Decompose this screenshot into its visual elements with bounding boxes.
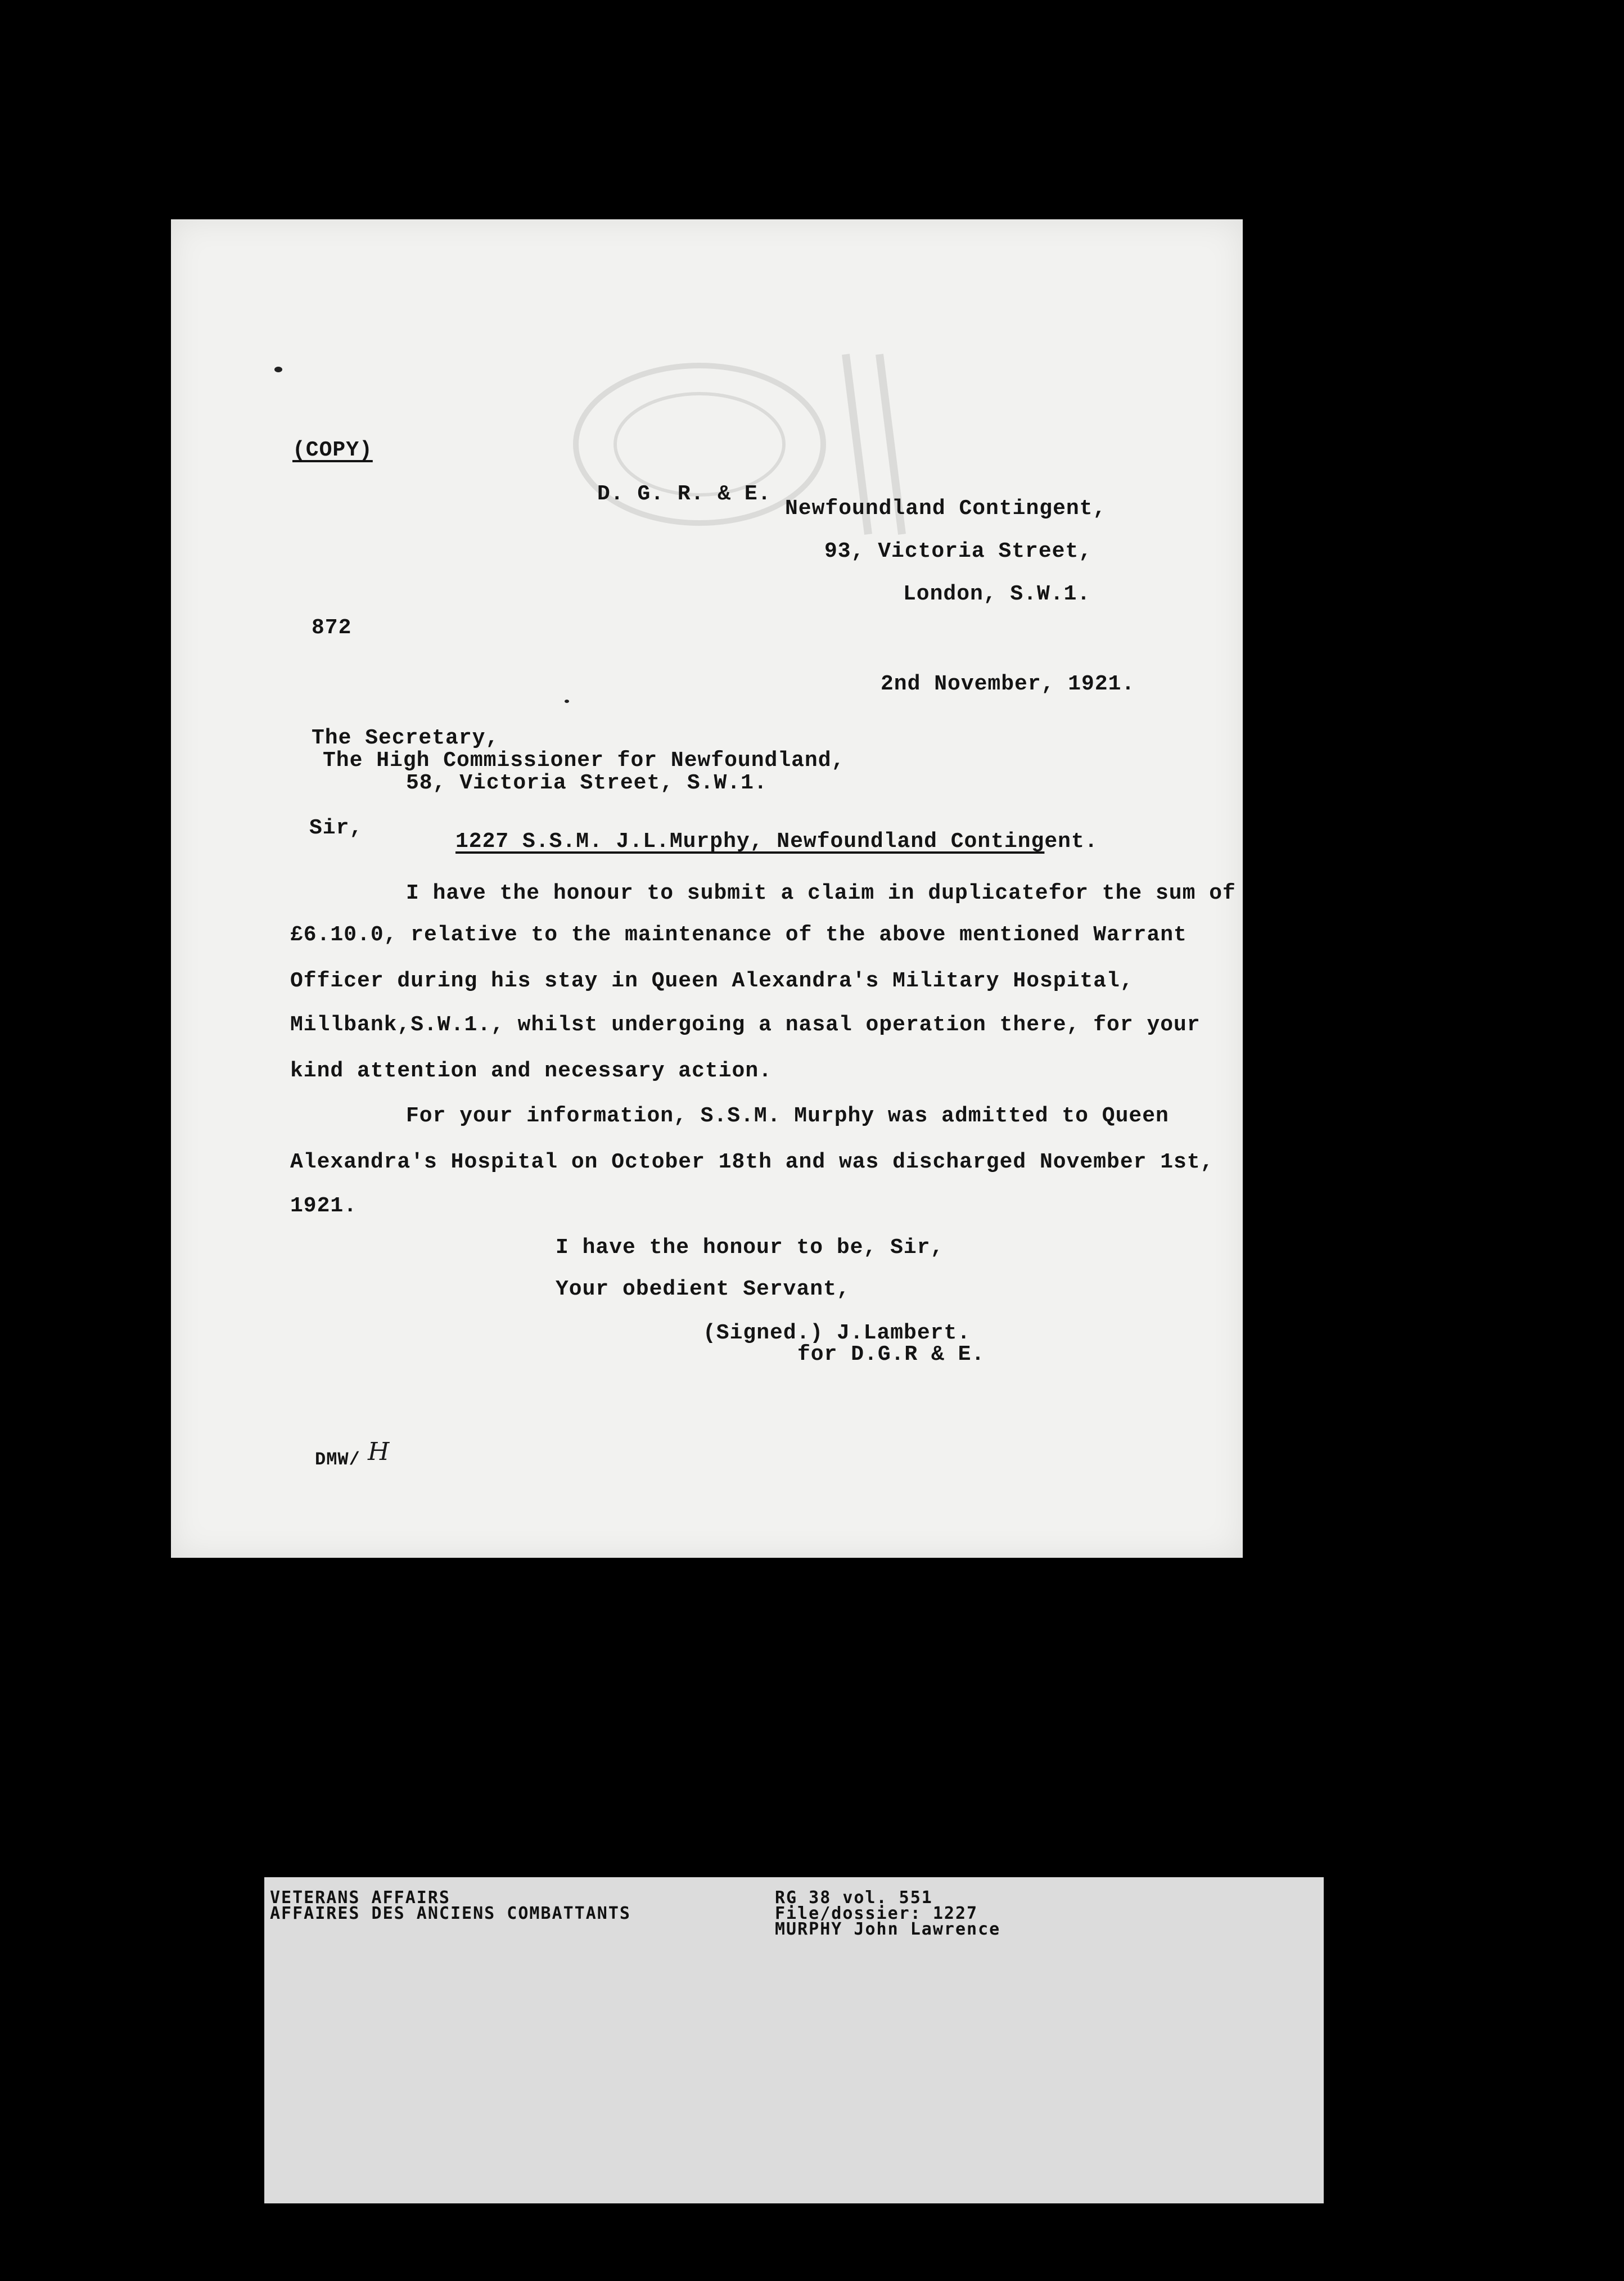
body-line: For your information, S.S.M. Murphy was admitted to Queen — [406, 1104, 1169, 1128]
body-line: Alexandra's Hospital on October 18th and was discharged November 1st, — [290, 1150, 1214, 1174]
reference-number: 872 — [312, 616, 352, 640]
recipient-line: 58, Victoria Street, S.W.1. — [406, 771, 768, 795]
salutation: Sir, — [309, 816, 363, 840]
copy-mark: (COPY) — [292, 438, 373, 462]
scan-speck — [565, 700, 569, 703]
address-line: London, S.W.1. — [903, 582, 1091, 606]
archive-label — [264, 1877, 1324, 2203]
body-line: Millbank,S.W.1., whilst undergoing a nasal operation there, for your — [290, 1013, 1201, 1037]
body-line: kind attention and necessary action. — [290, 1059, 772, 1083]
label-left-line: AFFAIRES DES ANCIENS COMBATTANTS — [270, 1904, 631, 1923]
sender-line: D. G. R. & E. — [597, 482, 772, 506]
signature-for: for D.G.R & E. — [797, 1342, 985, 1367]
signature-line: (Signed.) J.Lambert. — [703, 1321, 971, 1345]
body-line: 1921. — [290, 1194, 358, 1218]
body-line: I have the honour to submit a claim in duplicatefor the sum of — [406, 881, 1236, 905]
label-right-line: RG 38 vol. 551 — [775, 1888, 933, 1908]
recipient-line: The High Commissioner for Newfoundland, — [323, 749, 845, 773]
typist-initials: DMW/ — [315, 1449, 360, 1470]
label-left-line: VETERANS AFFAIRS — [270, 1888, 450, 1908]
closing-line: I have the honour to be, Sir, — [556, 1236, 944, 1260]
letter-date: 2nd November, 1921. — [881, 672, 1135, 696]
subject-tail: ent. — [1044, 830, 1098, 854]
address-line: 93, Victoria Street, — [824, 539, 1093, 564]
handwritten-initial: H — [368, 1437, 390, 1466]
closing-line: Your obedient Servant, — [556, 1277, 850, 1301]
address-line: Newfoundland Contingent, — [785, 497, 1107, 521]
scan-speck — [274, 367, 282, 372]
label-right-line: File/dossier: 1227 — [775, 1904, 978, 1923]
label-right-line: MURPHY John Lawrence — [775, 1919, 1001, 1939]
recipient-line: The Secretary, — [312, 726, 499, 750]
letter-page — [171, 219, 1243, 1558]
body-line: Officer during his stay in Queen Alexandra's Military Hospital, — [290, 969, 1134, 993]
crown-watermark — [531, 332, 924, 557]
subject-line — [455, 831, 1098, 853]
body-line: £6.10.0, relative to the maintenance of the above mentioned Warrant — [290, 923, 1187, 947]
subject-underlined: 1227 S.S.M. J.L.Murphy, Newfoundland Conting — [455, 830, 1045, 854]
